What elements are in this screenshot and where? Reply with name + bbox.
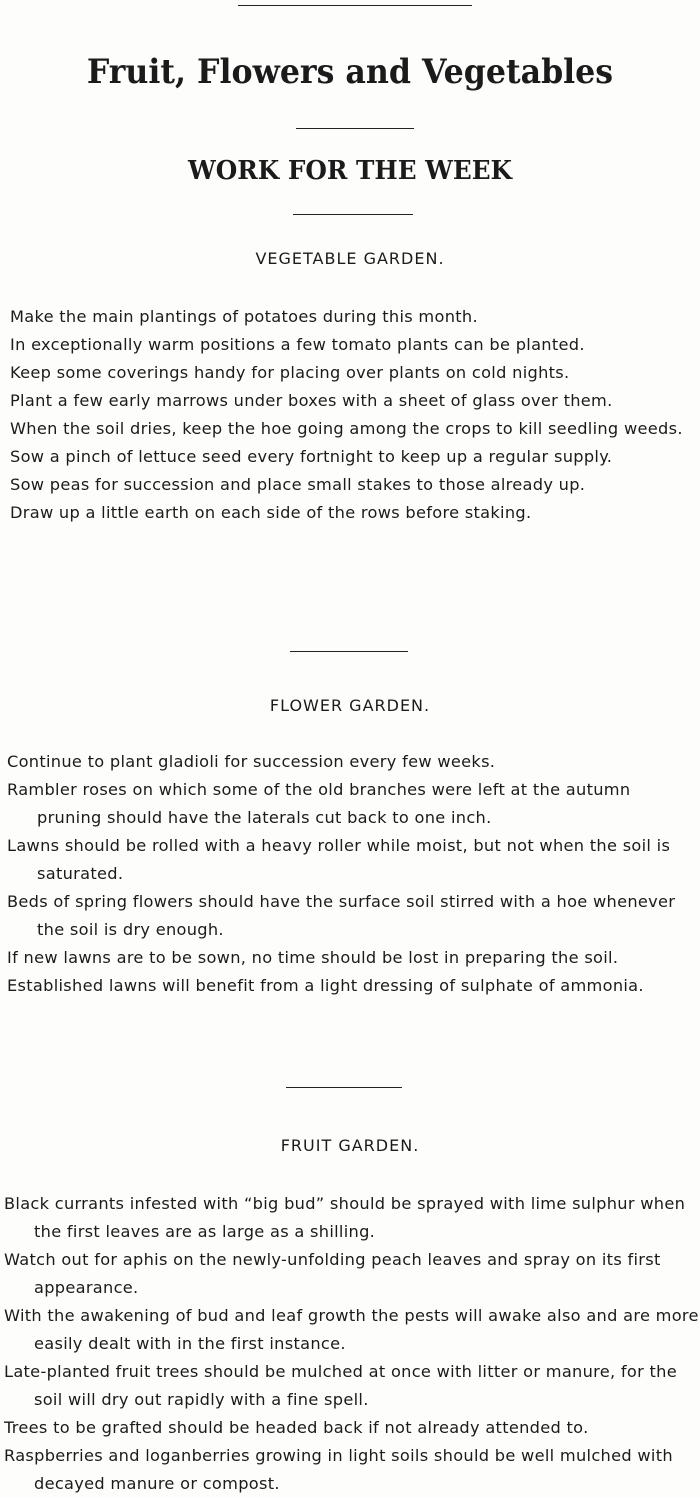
list-item: Lawns should be rolled with a heavy roller while moist, but not when the soil is saturated. <box>7 836 671 883</box>
list-item: Keep some coverings handy for placing over plants on cold nights. <box>10 363 570 382</box>
list-item: When the soil dries, keep the hoe going among the crops to kill seedling weeds. <box>10 419 683 438</box>
list-item: Draw up a little earth on each side of the rows before staking. <box>10 503 532 522</box>
list-item: Established lawns will benefit from a light dressing of sulphate of ammonia. <box>7 976 644 995</box>
list-item: Sow peas for succession and place small stakes to those already up. <box>10 475 586 494</box>
title-divider <box>296 128 414 129</box>
section-heading-flower: FLOWER GARDEN. <box>269 696 431 715</box>
section-divider <box>290 651 408 652</box>
list-item: Sow a pinch of lettuce seed every fortnight to keep up a regular supply. <box>10 447 613 466</box>
list-item: Late-planted fruit trees should be mulched at once with litter or manure, for the soil will dry out rapidly with a fine spell. <box>4 1362 677 1409</box>
section-divider <box>286 1087 402 1088</box>
list-item: Watch out for aphis on the newly-unfolding peach leaves and spray on its first appearance. <box>4 1250 661 1297</box>
list-item: In exceptionally warm positions a few tomato plants can be planted. <box>10 335 585 354</box>
section-heading-vegetable: VEGETABLE GARDEN. <box>255 249 445 268</box>
flower-list <box>7 748 700 1000</box>
article-subtitle: WORK FOR THE WEEK <box>187 156 513 186</box>
list-item: Trees to be grafted should be headed back if not already attended to. <box>4 1418 589 1437</box>
list-item: Raspberries and loganberries growing in light soils should be well mulched with decayed manure or compost. <box>4 1446 673 1493</box>
list-item: Continue to plant gladioli for succession every few weeks. <box>7 752 496 771</box>
article-title: Fruit, Flowers and Vegetables <box>86 52 614 92</box>
list-item: Beds of spring flowers should have the surface soil stirred with a hoe whenever the soil is dry enough. <box>7 892 676 939</box>
list-item: Make the main plantings of potatoes during this month. <box>10 307 478 326</box>
section-heading-fruit: FRUIT GARDEN. <box>280 1136 420 1155</box>
vegetable-list <box>10 303 700 527</box>
top-rule <box>238 5 472 6</box>
list-item: Black currants infested with “big bud” should be sprayed with lime sulphur when the first leaves are as large as a shilling. <box>4 1194 686 1241</box>
fruit-list <box>4 1190 700 1498</box>
list-item: With the awakening of bud and leaf growth the pests will awake also and are more easily dealt with in the first instance. <box>4 1306 699 1353</box>
subtitle-divider <box>293 214 413 215</box>
list-item: Plant a few early marrows under boxes with a sheet of glass over them. <box>10 391 613 410</box>
list-item: Rambler roses on which some of the old branches were left at the autumn pruning should have the laterals cut back to one inch. <box>7 780 631 827</box>
list-item: If new lawns are to be sown, no time should be lost in preparing the soil. <box>7 948 619 967</box>
